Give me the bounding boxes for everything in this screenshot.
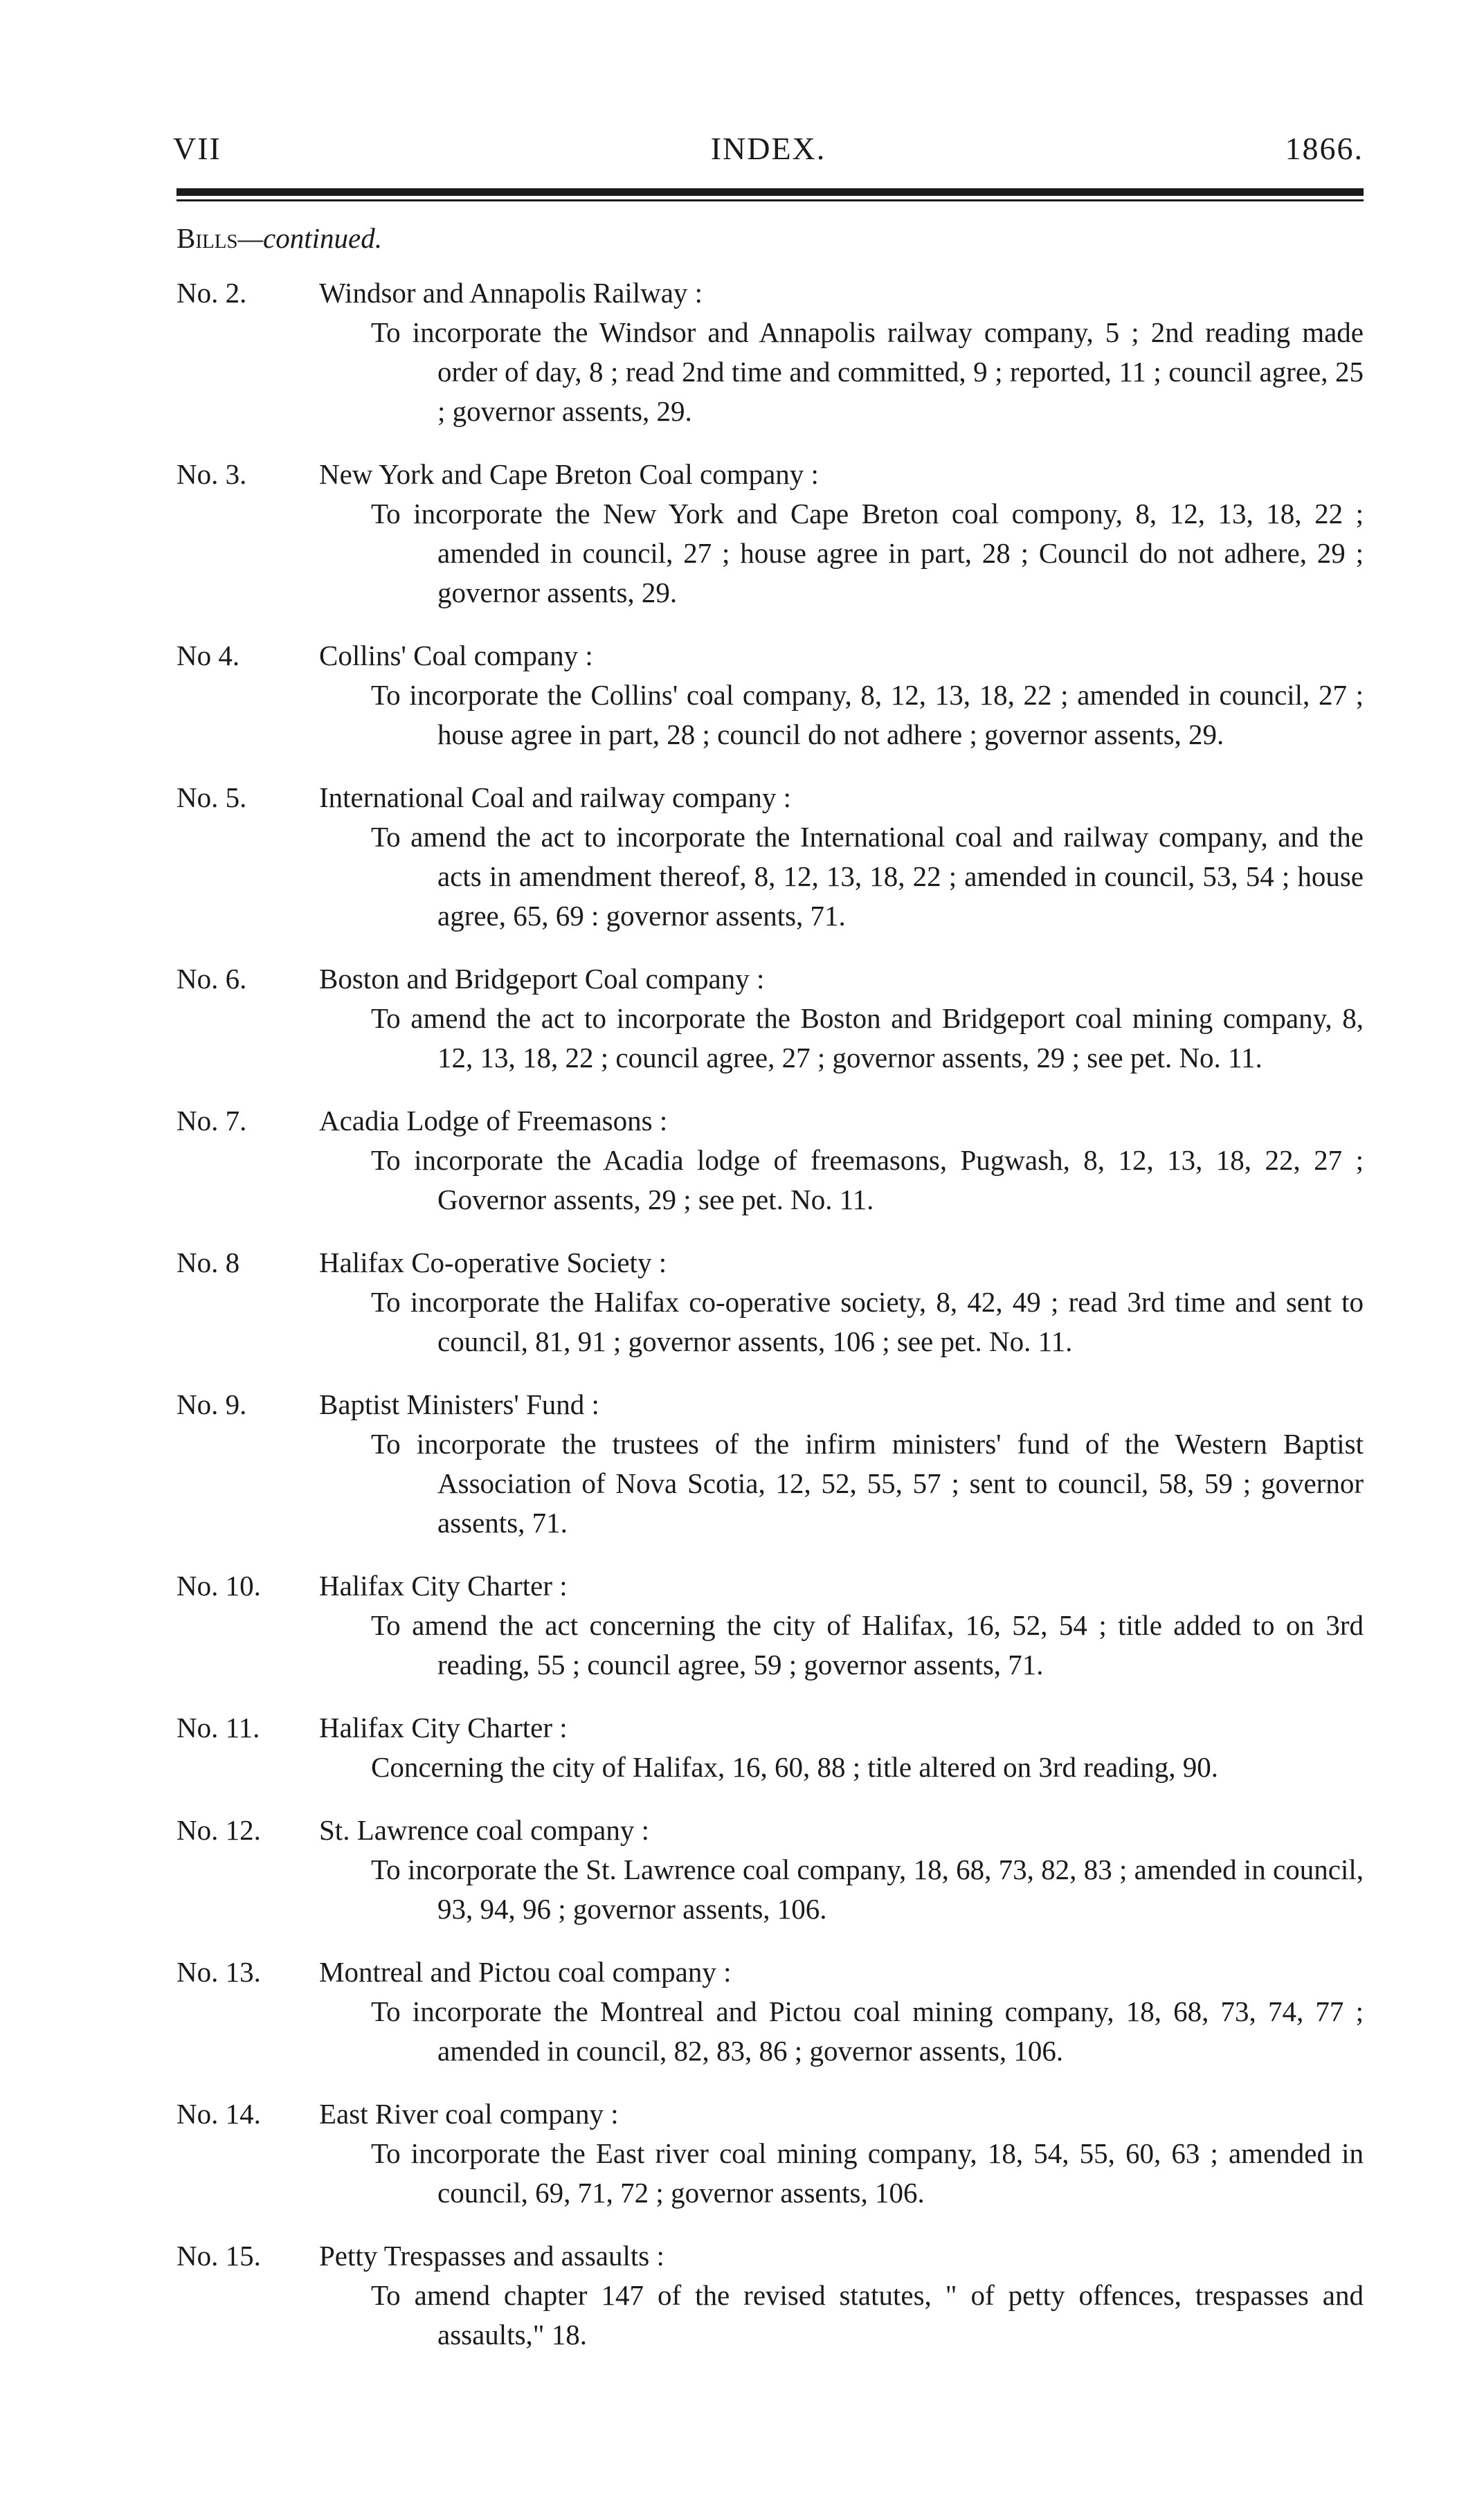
page-year: 1866. — [1285, 131, 1364, 166]
entry-head — [177, 2236, 1364, 2276]
index-entry — [177, 636, 1364, 754]
entry-description: To incorporate the Windsor and Annapolis railway company, 5 ; 2nd reading made order of day, 8 ; read 2nd time and committed, 9 ; reported, 11 ; council agree, 25 ; governor assents, 29. — [371, 316, 1364, 427]
entry-head — [177, 455, 1364, 494]
entry-number: No. 15. — [177, 2240, 261, 2272]
index-entry — [177, 959, 1364, 1078]
entry-title: Montreal and Pictou coal company : — [319, 1956, 732, 1988]
entry-head — [177, 1566, 1364, 1606]
entry-number: No. 8 — [177, 1247, 240, 1278]
entry-number: No. 13. — [177, 1956, 261, 1988]
page-title: INDEX. — [710, 131, 826, 166]
entry-head — [177, 778, 1364, 817]
entry-head — [177, 1243, 1364, 1283]
index-entry — [177, 2236, 1364, 2355]
entry-description: To amend the act to incorporate the Boston and Bridgeport coal mining company, 8, 12, 13, 18, 22 ; council agree, 27 ; governor assents, 29 ; see pet. No. 11. — [371, 1002, 1364, 1074]
index-entry — [177, 1811, 1364, 1929]
section-heading — [177, 221, 382, 255]
entry-number: No. 14. — [177, 2098, 261, 2130]
entry-head — [177, 2094, 1364, 2134]
index-entry — [177, 1953, 1364, 2071]
entry-number: No. 9. — [177, 1388, 247, 1420]
entry-title: Collins' Coal company : — [319, 640, 593, 671]
entry-description: To incorporate the Acadia lodge of freemasons, Pugwash, 8, 12, 13, 18, 22, 27 ; Governor assents, 29 ; see pet. No. 11. — [371, 1144, 1364, 1215]
entry-description: To incorporate the Halifax co-operative society, 8, 42, 49 ; read 3rd time and sent to council, 81, 91 ; governor assents, 106 ; see pet. No. 11. — [371, 1286, 1364, 1357]
entry-number: No. 7. — [177, 1105, 247, 1136]
entry-title: St. Lawrence coal company : — [319, 1814, 650, 1846]
entry-title: Acadia Lodge of Freemasons : — [319, 1105, 668, 1136]
index-entry — [177, 1708, 1364, 1787]
entry-title: Windsor and Annapolis Railway : — [319, 277, 703, 309]
entry-title: Petty Trespasses and assaults : — [319, 2240, 664, 2272]
entry-head — [177, 1708, 1364, 1748]
entry-number: No. 2. — [177, 277, 247, 309]
index-entry — [177, 1101, 1364, 1220]
entry-title: Halifax City Charter : — [319, 1712, 568, 1743]
entry-number: No. 11. — [177, 1712, 260, 1743]
entry-description: To incorporate the Collins' coal company, 8, 12, 13, 18, 22 ; amended in council, 27 ; house agree in part, 28 ; council do not adhere ; governor assents, 29. — [371, 679, 1364, 750]
entry-title: Boston and Bridgeport Coal company : — [319, 963, 765, 995]
entry-number: No. 5. — [177, 781, 247, 813]
entry-head — [177, 1953, 1364, 1992]
entry-description: To incorporate the St. Lawrence coal company, 18, 68, 73, 82, 83 ; amended in council, 93, 94, 96 ; governor assents, 106. — [371, 1854, 1364, 1925]
index-entry — [177, 273, 1364, 431]
entry-number: No. 6. — [177, 963, 247, 995]
entry-number: No. 3. — [177, 458, 247, 490]
entry-title: Halifax Co-operative Society : — [319, 1247, 667, 1278]
entry-title: International Coal and railway company : — [319, 781, 791, 813]
entry-description: To incorporate the trustees of the infirm ministers' fund of the Western Baptist Association of Nova Scotia, 12, 52, 55, 57 ; sent to council, 58, 59 ; governor assents, 71. — [371, 1428, 1364, 1539]
entry-head — [177, 1385, 1364, 1424]
entry-title: Halifax City Charter : — [319, 1570, 568, 1602]
index-entry — [177, 778, 1364, 936]
entry-head — [177, 273, 1364, 313]
entry-number: No. 12. — [177, 1814, 261, 1846]
index-entry — [177, 2094, 1364, 2213]
index-entry — [177, 1385, 1364, 1543]
entry-number: No 4. — [177, 640, 240, 671]
entry-description: To incorporate the East river coal mining company, 18, 54, 55, 60, 63 ; amended in council, 69, 71, 72 ; governor assents, 106. — [371, 2137, 1364, 2209]
entry-head — [177, 1101, 1364, 1141]
entry-head — [177, 1811, 1364, 1850]
page-number: VII — [173, 131, 221, 166]
header-rule-thin — [177, 199, 1364, 201]
entry-description: Concerning the city of Halifax, 16, 60, 88 ; title altered on 3rd reading, 90. — [371, 1751, 1218, 1783]
section-label: Bills — [177, 222, 238, 254]
entry-title: East River coal company : — [319, 2098, 619, 2130]
entry-number: No. 10. — [177, 1570, 261, 1602]
index-entry — [177, 1566, 1364, 1685]
entry-head — [177, 636, 1364, 676]
index-entry — [177, 455, 1364, 613]
page-header — [173, 130, 1364, 185]
entry-list — [177, 273, 1364, 2378]
entry-description: To amend the act to incorporate the International coal and railway company, and the acts in amendment thereof, 8, 12, 13, 18, 22 ; amended in council, 53, 54 ; house agree, 65, 69 : governor assents, 71. — [371, 821, 1364, 932]
header-rule-thick — [177, 188, 1364, 196]
entry-head — [177, 959, 1364, 999]
entry-title: Baptist Ministers' Fund : — [319, 1388, 599, 1420]
entry-description: To incorporate the New York and Cape Breton coal compony, 8, 12, 13, 18, 22 ; amended in council, 27 ; house agree in part, 28 ; Council do not adhere, 29 ; governor assents, 29. — [371, 498, 1364, 608]
entry-description: To incorporate the Montreal and Pictou coal mining company, 18, 68, 73, 74, 77 ; amended in council, 82, 83, 86 ; governor assents, 106. — [371, 1995, 1364, 2067]
section-continued: —continued. — [237, 222, 382, 254]
index-entry — [177, 1243, 1364, 1361]
entry-description: To amend chapter 147 of the revised statutes, " of petty offences, trespasses and assaults," 18. — [371, 2279, 1364, 2351]
entry-description: To amend the act concerning the city of Halifax, 16, 52, 54 ; title added to on 3rd reading, 55 ; council agree, 59 ; governor assents, 71. — [371, 1609, 1364, 1681]
entry-title: New York and Cape Breton Coal company : — [319, 458, 819, 490]
